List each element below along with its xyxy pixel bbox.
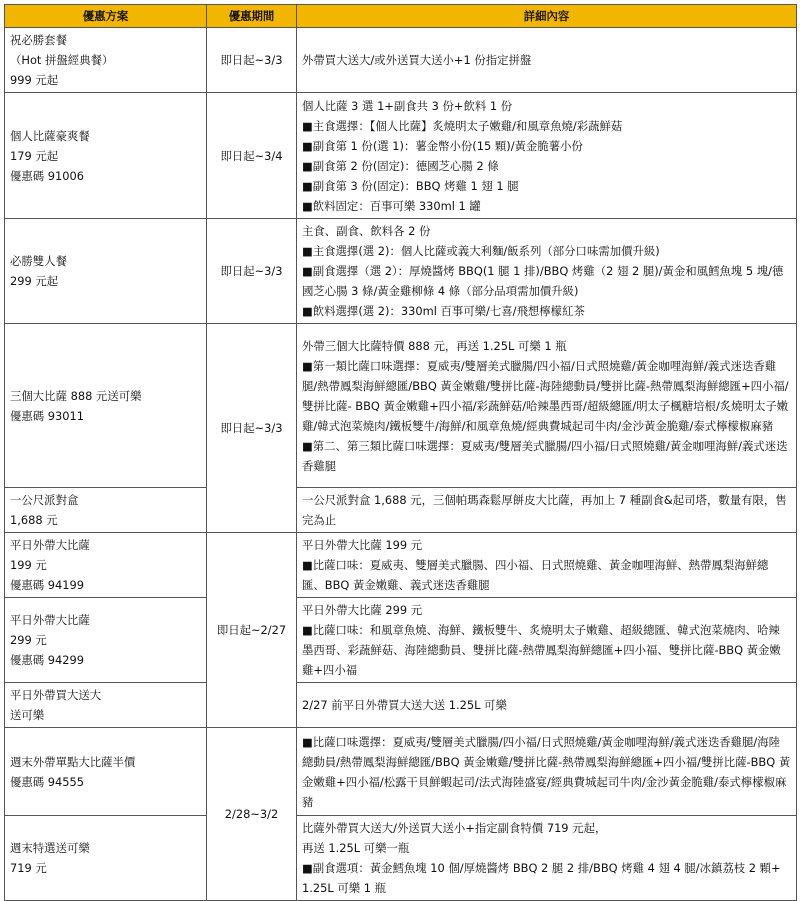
detail-line: ■飲料選擇(選 2)：330ml 百事可樂/七喜/飛想檸檬紅茶 (302, 304, 585, 318)
plan-cell (5, 28, 207, 93)
period-cell: 即日起~3/3 (207, 219, 297, 324)
detail-line: 2/27 前平日外帶買大送大送 1.25L 可樂 (302, 698, 507, 712)
details-cell (297, 324, 797, 488)
details-cell (297, 728, 797, 816)
plan-name: 平日外帶大比薩 (10, 538, 90, 552)
plan-price: 999 元起 (10, 73, 59, 87)
detail-line: ■第一類比薩口味選擇：夏威夷/雙層美式臘腸/四小福/日式照燒雞/黃金咖哩海鮮/義式迷迭香雞腿/熱帶鳳梨海鮮總匯/BBQ 黃金嫩雞/雙拼比薩-海陸總動員/雙拼比薩-熱帶鳳梨海鮮總匯+四小福/雙拼比薩- BBQ 黃金嫩雞+四小福/彩蔬鮮菇/哈辣墨西哥/超級總匯/明太子楓糖培根/炙燒明太子嫩雞/韓式泡菜燒肉/鐵板雙牛/海鮮/和風章魚燒/經典費城起司牛肉/金沙黃金脆雞/泰式檸檬椒麻豬 (302, 358, 789, 433)
plan-cell (5, 324, 207, 488)
promo-code: 優惠碼 93011 (10, 408, 85, 423)
table-row (5, 533, 797, 598)
detail-line: ■主食選擇：【個人比薩】炙燒明太子嫩雞/和風章魚燒/彩蔬鮮菇 (302, 118, 623, 133)
details-cell (297, 533, 797, 598)
plan-cell (5, 533, 207, 598)
table-row (5, 93, 797, 219)
table-row (5, 324, 797, 488)
details-cell (297, 816, 797, 901)
header-plan: 優惠方案 (5, 5, 207, 28)
plan-name: 個人比薩豪爽餐 (10, 128, 90, 143)
promo-code: 優惠碼 94555 (10, 774, 85, 789)
plan-name: 週末特選送可樂 (10, 841, 90, 855)
promo-code: 優惠碼 91006 (10, 168, 85, 183)
detail-line: ■主食選擇(選 2)：個人比薩或義大利麵/飯系列（部分口味需加價升級) (302, 244, 660, 258)
plan-price: 199 元 (10, 558, 47, 572)
table-row (5, 488, 797, 533)
plan-name: 必勝雙人餐 (10, 254, 67, 268)
plan-cell (5, 816, 207, 901)
detail-line: 主食、副食、飲料各 2 份 (302, 224, 431, 238)
details-cell (297, 683, 797, 728)
plan-cell (5, 683, 207, 728)
detail-line: ■副食選項：黃金鱈魚塊 10 個/厚燒醬烤 BBQ 2 腿 2 排/BBQ 烤雞 4 翅 4 腿/冰鎮荔枝 2 顆+1.25L 可樂 1 瓶 (302, 861, 781, 895)
header-details: 詳細內容 (297, 5, 797, 28)
plan-cell (5, 598, 207, 683)
period-cell: 2/28~3/2 (207, 728, 297, 901)
detail-line: ■比薩口味：和風章魚燒、海鮮、鐵板雙牛、炙燒明太子嫩雞、超級總匯、韓式泡菜燒肉、哈辣墨西哥、彩蔬鮮菇、海陸總動員、雙拼比薩-熱帶鳳梨海鮮總匯+四小福、雙拼比薩-BBQ 黃金嫩雞+四小福 (302, 623, 781, 677)
details-cell (297, 28, 797, 93)
plan-name: 三個大比薩 888 元送可樂 (10, 388, 142, 403)
plan-subtitle: 送可樂 (10, 708, 45, 722)
detail-line: ■副食第 3 份(固定)：BBQ 烤雞 1 翅 1 腿 (302, 178, 519, 193)
promo-code: 優惠碼 94299 (10, 653, 85, 667)
detail-line: ■副食選擇（選 2）：厚燒醬烤 BBQ(1 腿 1 排)/BBQ 烤雞（2 翅 2 腿)/黃金和風鱈魚塊 5 塊/德國芝心腸 3 條/黃金雞柳條 4 條（部分品項需加價升級) (302, 264, 784, 298)
detail-line: 外帶買大送大/或外送買大送小+1 份指定拼盤 (302, 53, 532, 67)
details-cell (297, 93, 797, 219)
table-row (5, 28, 797, 93)
plan-cell (5, 93, 207, 219)
detail-line: 平日外帶大比薩 299 元 (302, 603, 423, 617)
detail-line: ■比薩口味選擇：夏威夷/雙層美式臘腸/四小福/日式照燒雞/黃金咖哩海鮮/義式迷迭香雞腿/海陸總動員/熱帶鳳梨海鮮總匯/BBQ 黃金嫩雞/雙拼比薩-熱帶鳳梨海鮮總匯+四小福/雙拼比薩-BBQ 黃金嫩雞+四小福/松露干貝鮮蝦起司/法式海陸盛宴/經典費城起司牛肉/金沙黃金脆雞/泰式檸檬椒麻豬 (302, 734, 791, 809)
table-row (5, 219, 797, 324)
detail-line: 比薩外帶買大送大/外送買大送小+指定副食特價 719 元起， (302, 821, 607, 835)
table-row (5, 683, 797, 728)
table-row (5, 598, 797, 683)
plan-price: 179 元起 (10, 148, 59, 163)
plan-subtitle: （Hot 拼盤經典餐） (10, 53, 114, 67)
header-row (5, 5, 797, 28)
period-cell: 即日起~2/27 (207, 533, 297, 728)
promo-code: 優惠碼 94199 (10, 578, 85, 592)
period-cell: 即日起~3/3 (207, 28, 297, 93)
details-cell (297, 598, 797, 683)
detail-line: ■副食第 2 份(固定)：德國芝心腸 2 條 (302, 158, 499, 173)
plan-price: 1,688 元 (10, 513, 58, 527)
plan-price: 299 元 (10, 633, 47, 647)
detail-line: 一公尺派對盒 1,688 元，三個帕瑪森鬆厚餅皮大比薩，再加上 7 種副食&起司塔，數量有限，售完為止 (302, 493, 787, 527)
details-cell (297, 219, 797, 324)
period-cell: 即日起~3/3 (207, 324, 297, 533)
period-cell: 即日起~3/4 (207, 93, 297, 219)
header-period: 優惠期間 (207, 5, 297, 28)
detail-line: 平日外帶大比薩 199 元 (302, 538, 423, 552)
detail-line: ■副食第 1 份(選 1)：薯金幣小份(15 顆)/黃金脆薯小份 (302, 138, 583, 153)
plan-price: 719 元 (10, 861, 47, 875)
detail-line: ■比薩口味：夏威夷、雙層美式臘腸、四小福、日式照燒雞、黃金咖哩海鮮、熱帶鳳梨海鮮總匯、BBQ 黃金嫩雞、義式迷迭香雞腿 (302, 558, 769, 592)
detail-line: 個人比薩 3 選 1+副食共 3 份+飲料 1 份 (302, 98, 513, 113)
table-row (5, 816, 797, 901)
plan-price: 299 元起 (10, 274, 59, 288)
table-row (5, 728, 797, 816)
plan-name: 一公尺派對盒 (10, 493, 79, 507)
detail-line: ■第二、第三類比薩口味選擇：夏威夷/雙層美式臘腸/四小福/日式照燒雞/黃金咖哩海鮮/義式迷迭香雞腿 (302, 438, 788, 473)
detail-line: 外帶三個大比薩特價 888 元，再送 1.25L 可樂 1 瓶 (302, 338, 567, 353)
promotion-table (4, 4, 797, 901)
detail-line: ■飲料固定：百事可樂 330ml 1 罐 (302, 198, 481, 213)
plan-cell (5, 488, 207, 533)
plan-cell (5, 728, 207, 816)
plan-name: 週末外帶單點大比薩半價 (10, 754, 136, 769)
detail-line: 再送 1.25L 可樂一瓶 (302, 841, 410, 855)
plan-name: 平日外帶大比薩 (10, 613, 90, 627)
plan-cell (5, 219, 207, 324)
plan-name: 平日外帶買大送大 (10, 688, 102, 702)
details-cell (297, 488, 797, 533)
plan-name: 祝必勝套餐 (10, 33, 67, 47)
